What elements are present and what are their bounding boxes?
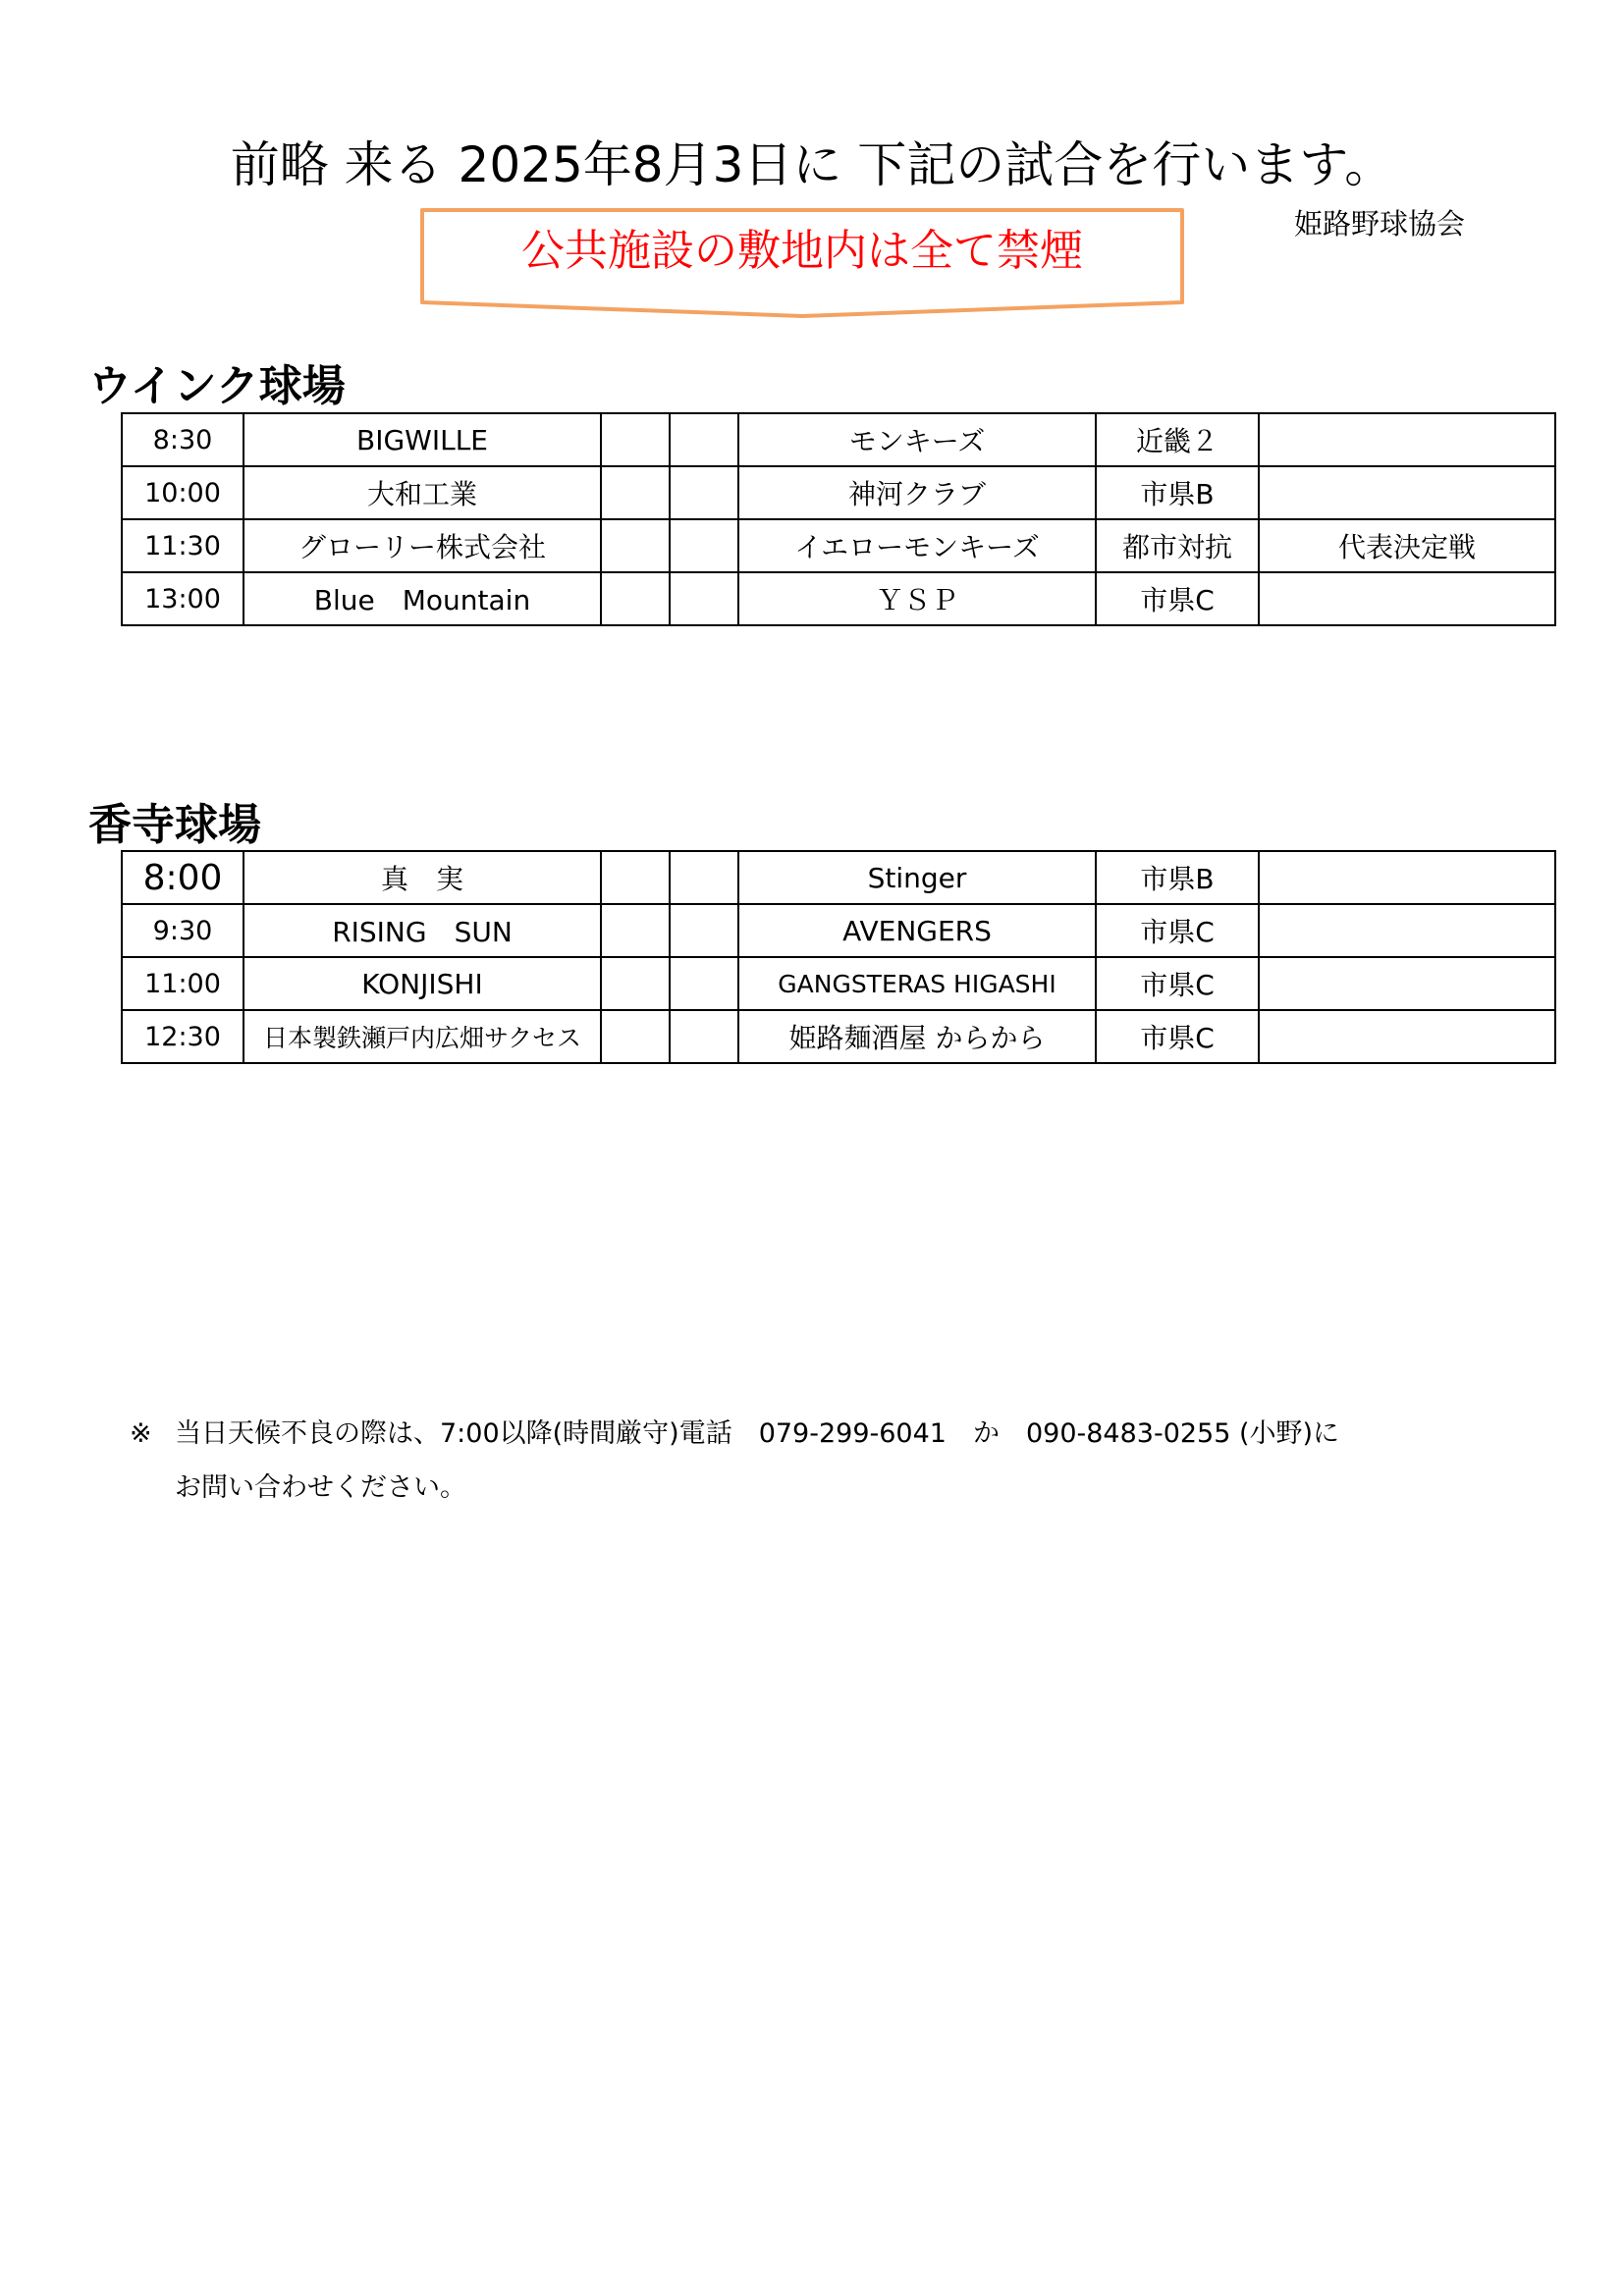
game-note xyxy=(1259,904,1555,957)
weather-notice-line2: お問い合わせください。 xyxy=(175,1472,466,1503)
weather-notice-line1: 当日天候不良の際は、7:00以降(時間厳守)電話 079-299-6041 か 090-8483-0255 (小野)に xyxy=(175,1418,1340,1449)
banner-text: 公共施設の敷地内は全て禁煙 xyxy=(521,226,1083,276)
score-cell xyxy=(601,904,670,957)
game-time: 12:30 xyxy=(122,1010,244,1063)
score-cell xyxy=(670,413,738,466)
game-note xyxy=(1259,851,1555,904)
venue-title-kodera: 香寺球場 xyxy=(88,800,261,850)
game-time: 11:30 xyxy=(122,519,244,572)
game-note xyxy=(1259,957,1555,1010)
team-home: 真 実 xyxy=(244,851,601,904)
game-time: 8:00 xyxy=(122,851,244,904)
team-away: Stinger xyxy=(738,851,1096,904)
team-home: 大和工業 xyxy=(244,466,601,519)
score-cell xyxy=(670,904,738,957)
game-category: 市県C xyxy=(1096,572,1259,625)
score-cell xyxy=(670,466,738,519)
page-headline: 前略 来る 2025年8月3日に 下記の試合を行います。 xyxy=(230,136,1394,193)
table-row xyxy=(122,904,1555,957)
team-home: Blue Mountain xyxy=(244,572,601,625)
score-cell xyxy=(601,519,670,572)
game-category: 都市対抗 xyxy=(1096,519,1259,572)
table-row xyxy=(122,1010,1555,1063)
table-row xyxy=(122,572,1555,625)
weather-notice xyxy=(130,1417,1339,1451)
game-category: 市県C xyxy=(1096,904,1259,957)
score-cell xyxy=(670,1010,738,1063)
table-row xyxy=(122,957,1555,1010)
game-category: 近畿２ xyxy=(1096,413,1259,466)
no-smoking-banner xyxy=(418,206,1186,322)
game-note: 代表決定戦 xyxy=(1259,519,1555,572)
game-category: 市県C xyxy=(1096,1010,1259,1063)
score-cell xyxy=(670,851,738,904)
schedule-table-wink xyxy=(121,412,1556,626)
score-cell xyxy=(601,466,670,519)
table-row xyxy=(122,519,1555,572)
score-cell xyxy=(601,572,670,625)
team-home: BIGWILLE xyxy=(244,413,601,466)
venue-title-wink: ウインク球場 xyxy=(88,361,346,411)
game-category: 市県B xyxy=(1096,466,1259,519)
score-cell xyxy=(670,957,738,1010)
team-away: イエローモンキーズ xyxy=(738,519,1096,572)
score-cell xyxy=(601,957,670,1010)
table-row xyxy=(122,466,1555,519)
score-cell xyxy=(601,851,670,904)
score-cell xyxy=(670,572,738,625)
game-category: 市県B xyxy=(1096,851,1259,904)
team-away: 姫路麺酒屋 からから xyxy=(738,1010,1096,1063)
score-cell xyxy=(670,519,738,572)
game-time: 10:00 xyxy=(122,466,244,519)
game-note xyxy=(1259,466,1555,519)
organization-name: 姫路野球協会 xyxy=(1294,207,1466,240)
table-row xyxy=(122,413,1555,466)
game-time: 9:30 xyxy=(122,904,244,957)
game-note xyxy=(1259,572,1555,625)
team-away: GANGSTERAS HIGASHI xyxy=(738,957,1096,1010)
score-cell xyxy=(601,413,670,466)
team-away: モンキーズ xyxy=(738,413,1096,466)
team-away: ＹＳＰ xyxy=(738,572,1096,625)
game-time: 11:00 xyxy=(122,957,244,1010)
team-home: KONJISHI xyxy=(244,957,601,1010)
game-category: 市県C xyxy=(1096,957,1259,1010)
team-home: 日本製鉄瀬戸内広畑サクセス xyxy=(244,1010,601,1063)
schedule-table-kodera xyxy=(121,850,1556,1064)
table-row xyxy=(122,851,1555,904)
team-away: AVENGERS xyxy=(738,904,1096,957)
game-note xyxy=(1259,413,1555,466)
team-home: グローリー株式会社 xyxy=(244,519,601,572)
reference-mark: ※ xyxy=(130,1418,152,1449)
team-away: 神河クラブ xyxy=(738,466,1096,519)
score-cell xyxy=(601,1010,670,1063)
game-time: 13:00 xyxy=(122,572,244,625)
game-time: 8:30 xyxy=(122,413,244,466)
team-home: RISING SUN xyxy=(244,904,601,957)
game-note xyxy=(1259,1010,1555,1063)
